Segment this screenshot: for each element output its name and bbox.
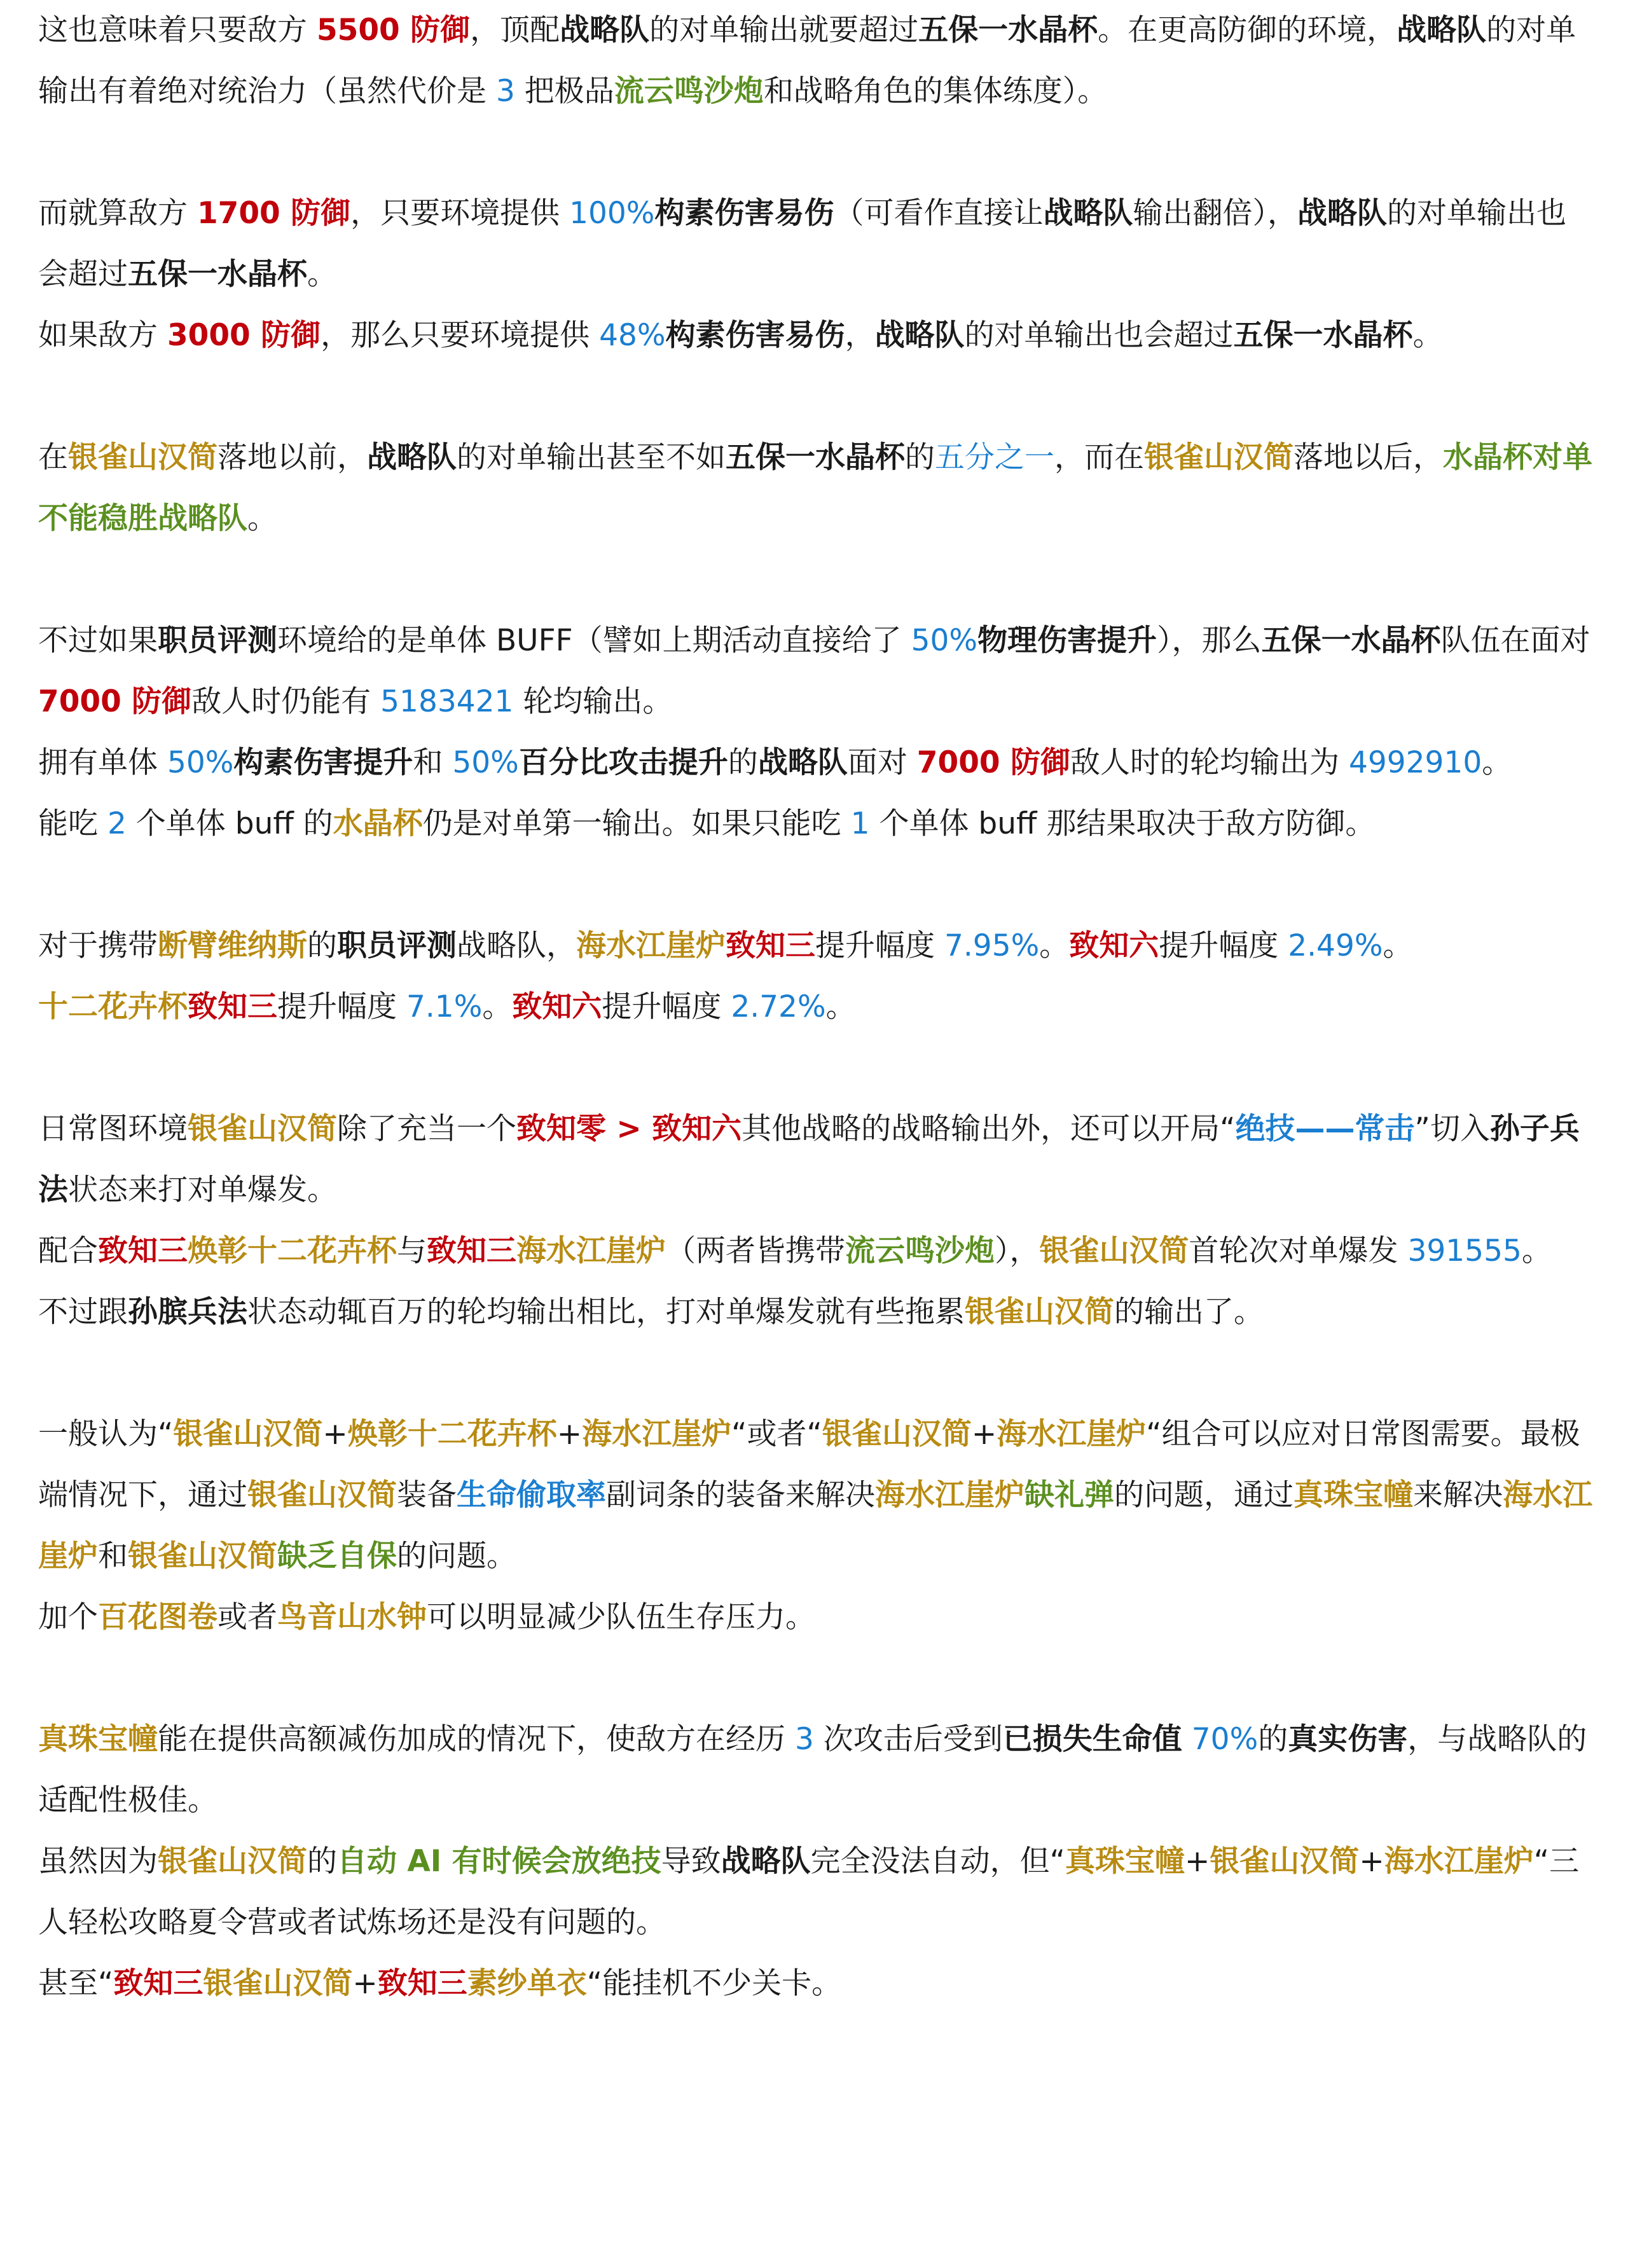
text-run: 的对单输出也会超过	[964, 318, 1234, 353]
bold-term: 职员评测	[158, 623, 277, 658]
green-term: 缺乏自保	[277, 1539, 397, 1574]
number-value: 100%	[569, 196, 655, 231]
text-run: 和	[98, 1539, 128, 1574]
text-run: +	[971, 1417, 997, 1452]
text-run: 。	[825, 989, 856, 1024]
text-run: 首轮次对单爆发	[1189, 1234, 1408, 1268]
paragraph-spacer	[38, 1343, 1595, 1404]
text-run: 提升幅度	[277, 989, 406, 1024]
text-run: 仍是对单第一输出。如果只能吃	[422, 806, 851, 841]
text-run: 可以明显减少队伍生存压力。	[427, 1600, 815, 1635]
number-value: 2	[107, 806, 127, 841]
text-run: +	[322, 1417, 348, 1452]
text-run: 和	[413, 745, 453, 780]
text-run: +	[352, 1966, 378, 2001]
bold-term: 孙子兵法	[38, 1111, 1580, 1207]
text-run: “能挂机不少关卡。	[586, 1966, 842, 2001]
number-value: 70%	[1191, 1722, 1259, 1757]
number-value: 50%	[167, 745, 234, 780]
number-value: 3	[495, 74, 515, 109]
text-run: 在	[38, 440, 68, 475]
text-run: 。	[482, 989, 513, 1024]
paragraph-defense-3000	[38, 305, 1595, 366]
text-run: 个单体 buff 的	[126, 806, 333, 841]
gold-term: 银雀山汉简	[965, 1295, 1114, 1330]
bold-term: 五保一水晶杯	[726, 440, 905, 475]
text-run: 加个	[38, 1600, 98, 1635]
text-run: 的	[1258, 1722, 1288, 1757]
text-run: （可看作直接让	[834, 196, 1044, 231]
number-value: 五分之一	[935, 440, 1054, 475]
gold-term: 银雀山汉简	[173, 1417, 323, 1452]
text-run: 的对单输出有着绝对统治力（虽然代价是	[38, 13, 1576, 109]
blue-term: 绝技——常击	[1235, 1111, 1415, 1146]
gold-term: 银雀山汉简	[822, 1417, 972, 1452]
number-value: 7.95%	[944, 928, 1040, 963]
gold-term: 海水江崖炉	[576, 928, 726, 963]
text-run: +	[1359, 1844, 1384, 1879]
bold-term: 战略队	[1297, 196, 1387, 231]
text-run	[1182, 1722, 1192, 1757]
red-term: 5500 防御	[316, 13, 471, 48]
text-run: 一般认为“	[38, 1417, 174, 1452]
text-run: 环境给的是单体 BUFF（譬如上期活动直接给了	[277, 623, 911, 658]
gold-term: 鸟音山水钟	[277, 1600, 427, 1635]
text-run: 虽然因为	[38, 1844, 158, 1879]
gold-term: 百花图卷	[98, 1600, 217, 1635]
gold-term: 银雀山汉简	[128, 1539, 277, 1574]
text-run: 面对	[847, 745, 917, 780]
green-term: 自动 AI 有时候会放绝技	[337, 1844, 661, 1879]
bold-term: 五保一水晶杯	[1233, 318, 1413, 353]
red-term: 7000 防御	[916, 745, 1070, 780]
paragraph-yinqueshan	[38, 427, 1595, 549]
paragraph-burst	[38, 1221, 1595, 1282]
number-value: 7.1%	[406, 989, 483, 1024]
red-term: 致知零 > 致知六	[516, 1111, 742, 1146]
paragraph-daily-map	[38, 1099, 1595, 1221]
text-run: 导致	[661, 1844, 721, 1879]
text-run: 的对单输出甚至不如	[457, 440, 726, 475]
text-run: ，只要环境提供	[350, 196, 570, 231]
gold-term: 水晶杯	[333, 806, 423, 841]
red-term: 致知三	[726, 928, 815, 963]
bold-term: 百分比攻击提升	[518, 745, 728, 780]
text-run: 能吃	[38, 806, 107, 841]
paragraph-strategy-output	[38, 732, 1595, 794]
text-run: 的问题。	[397, 1539, 516, 1574]
bold-term: 真实伤害	[1288, 1722, 1408, 1757]
text-run: 把极品	[514, 74, 614, 109]
text-run: 。	[247, 501, 277, 536]
number-value: 2.49%	[1288, 928, 1383, 963]
text-run: 。	[1383, 928, 1413, 963]
text-run: 落地以前，	[217, 440, 367, 475]
text-run: 个单体 buff 那结果取决于敌方防御。	[869, 806, 1376, 841]
text-run: 的对单输出就要超过	[649, 13, 919, 48]
paragraph-flower-cup-boost	[38, 977, 1595, 1038]
gold-term: 真珠宝幢	[38, 1722, 158, 1757]
text-run: 队伍在面对	[1440, 623, 1590, 658]
text-run: 日常图环境	[38, 1111, 188, 1146]
text-run: 。在更高防御的环境，	[1098, 13, 1397, 48]
bold-term: 五保一水晶杯	[128, 257, 307, 292]
paragraph-auto-ai	[38, 1831, 1595, 1953]
number-value: 5183421	[380, 684, 514, 719]
red-term: 7000 防御	[38, 684, 192, 719]
paragraph-spacer	[38, 1038, 1595, 1099]
paragraph-intro	[38, 0, 1595, 122]
gold-term: 海水江崖炉	[875, 1478, 1024, 1513]
green-term: 缺礼弹	[1024, 1478, 1114, 1513]
bold-term: 五保一水晶杯	[1261, 623, 1441, 658]
gold-term: 海水江崖炉	[38, 1478, 1592, 1574]
bold-term: 战略队	[721, 1844, 811, 1879]
bold-term: 战略队	[560, 13, 650, 48]
bold-term: 构素伤害提升	[233, 745, 413, 780]
gold-term: 断臂维纳斯	[158, 928, 307, 963]
text-run: “组合可以应对日常图需要。最极端情况下，通过	[38, 1417, 1580, 1513]
number-value: 48%	[599, 318, 666, 353]
number-value: 3	[794, 1722, 814, 1757]
bold-term: 战略队	[757, 745, 848, 780]
red-term: 1700 防御	[197, 196, 351, 231]
number-value: 4992910	[1348, 745, 1482, 780]
text-run: 配合	[38, 1234, 98, 1268]
text-run: 。	[1482, 745, 1512, 780]
gold-term: 海水江崖炉	[997, 1417, 1147, 1452]
red-term: 致知三	[427, 1234, 516, 1268]
red-term: 致知三	[113, 1966, 204, 2001]
text-run: ，而在	[1054, 440, 1144, 475]
gold-term: 焕彰十二花卉杯	[188, 1234, 397, 1268]
text-run: 的对单输出也会超过	[38, 196, 1566, 292]
text-run: “或者“	[731, 1417, 822, 1452]
paragraph-defense-1700	[38, 183, 1595, 305]
text-run: 和战略角色的集体练度）。	[763, 74, 1108, 109]
text-run: 来解决	[1413, 1478, 1503, 1513]
text-run: 落地以后，	[1293, 440, 1443, 475]
text-run: 副词条的装备来解决	[606, 1478, 875, 1513]
number-value: 1	[850, 806, 870, 841]
text-run: 对于携带	[38, 928, 158, 963]
text-run: ，	[845, 318, 875, 353]
gold-term: 素纱单衣	[467, 1966, 587, 2001]
gold-term: 银雀山汉简	[188, 1111, 337, 1146]
text-run: （两者皆携带	[666, 1234, 845, 1268]
text-run: 。	[1039, 928, 1070, 963]
bold-term: 战略队	[367, 440, 457, 475]
number-value: 50%	[911, 623, 978, 658]
text-run: 。	[307, 257, 337, 292]
text-run: ），那么	[1157, 623, 1262, 658]
paragraph-sun-bin	[38, 1282, 1595, 1343]
text-run: ”切入	[1414, 1111, 1490, 1146]
blue-term: 生命偷取率	[457, 1478, 606, 1513]
red-term: 致知六	[512, 989, 602, 1024]
paragraph-survival	[38, 1587, 1595, 1648]
gold-term: 银雀山汉简	[203, 1966, 353, 2001]
text-run: 提升幅度	[602, 989, 731, 1024]
bold-term: 构素伤害易伤	[665, 318, 845, 353]
paragraph-team-comp	[38, 1404, 1595, 1587]
paragraph-idle	[38, 1953, 1595, 2014]
number-value: 391555	[1407, 1234, 1522, 1268]
text-run: 的	[307, 928, 337, 963]
text-run: 敌人时的轮均输出为	[1070, 745, 1349, 780]
text-run: 或者	[217, 1600, 277, 1635]
red-term: 致知三	[188, 989, 277, 1024]
number-value: 50%	[452, 745, 519, 780]
gold-term: 真珠宝幢	[1293, 1478, 1413, 1513]
text-run: 敌人时仍能有	[191, 684, 381, 719]
gold-term: 真珠宝幢	[1065, 1844, 1185, 1879]
gold-term: 银雀山汉简	[1210, 1844, 1360, 1879]
text-run: 能在提供高额减伤加成的情况下，使敌方在经历	[158, 1722, 795, 1757]
text-run: +	[1184, 1844, 1210, 1879]
bold-term: 战略队	[874, 318, 965, 353]
green-term: 流云鸣沙炮	[614, 74, 764, 109]
text-run: ），	[995, 1234, 1040, 1268]
text-run: “三人轻松攻略夏令营或者试炼场还是没有问题的。	[38, 1844, 1580, 1940]
bold-term: 构素伤害易伤	[654, 196, 834, 231]
text-run: 这也意味着只要敌方	[38, 13, 317, 48]
bold-term: 已损失生命值	[1002, 1722, 1182, 1757]
text-run: 其他战略的战略输出外，还可以开局“	[742, 1111, 1236, 1146]
text-run: 的输出了。	[1114, 1295, 1264, 1330]
text-run: 战略队，	[457, 928, 576, 963]
text-run: 轮均输出。	[513, 684, 673, 719]
paragraph-single-buff	[38, 610, 1595, 732]
text-run: 的	[728, 745, 758, 780]
text-run: 。	[1412, 318, 1443, 353]
text-run: 次攻击后受到	[813, 1722, 1003, 1757]
text-run: +	[556, 1417, 583, 1452]
paragraph-crystal-cup	[38, 794, 1595, 855]
text-run: 的	[307, 1844, 337, 1879]
paragraph-spacer	[38, 1648, 1595, 1709]
text-run: 状态来打对单爆发。	[68, 1172, 337, 1207]
text-run: 的问题，通过	[1114, 1478, 1293, 1513]
text-run: ，顶配	[470, 13, 560, 48]
bold-term: 战略队	[1397, 13, 1487, 48]
gold-term: 焕彰十二花卉杯	[347, 1417, 557, 1452]
text-run: 提升幅度	[1159, 928, 1288, 963]
gold-term: 银雀山汉简	[68, 440, 217, 475]
text-run: 除了充当一个	[337, 1111, 516, 1146]
bold-term: 职员评测	[337, 928, 457, 963]
text-run: 甚至“	[38, 1966, 114, 2001]
paragraph-venus-boost	[38, 916, 1595, 977]
paragraph-spacer	[38, 855, 1595, 916]
text-run: 。	[1521, 1234, 1552, 1268]
gold-term: 十二花卉杯	[38, 989, 188, 1024]
green-term: 流云鸣沙炮	[845, 1234, 995, 1268]
text-run: 不过如果	[38, 623, 158, 658]
text-run: 拥有单体	[38, 745, 167, 780]
gold-term: 银雀山汉简	[247, 1478, 397, 1513]
red-term: 3000 防御	[167, 318, 321, 353]
green-term: 水晶杯对单不能稳胜战略队	[38, 440, 1592, 536]
text-run: 的	[905, 440, 935, 475]
number-value: 2.72%	[731, 989, 826, 1024]
text-run: 如果敌方	[38, 318, 167, 353]
paragraph-spacer	[38, 549, 1595, 610]
gold-term: 银雀山汉简	[158, 1844, 307, 1879]
paragraph-spacer	[38, 122, 1595, 183]
text-run: 完全没法自动，但“	[810, 1844, 1065, 1879]
gold-term: 银雀山汉简	[1039, 1234, 1189, 1268]
bold-term: 物理伤害提升	[977, 623, 1157, 658]
gold-term: 海水江崖炉	[582, 1417, 732, 1452]
paragraph-spacer	[38, 366, 1595, 427]
text-run: ，与战略队的适配性极佳。	[38, 1722, 1587, 1818]
bold-term: 孙膑兵法	[128, 1295, 247, 1330]
red-term: 致知三	[98, 1234, 188, 1268]
gold-term: 海水江崖炉	[1384, 1844, 1534, 1879]
text-run: 输出翻倍），	[1133, 196, 1297, 231]
gold-term: 海水江崖炉	[516, 1234, 666, 1268]
text-run: 装备	[397, 1478, 457, 1513]
bold-term: 五保一水晶杯	[918, 13, 1098, 48]
gold-term: 银雀山汉简	[1144, 440, 1293, 475]
text-run: 不过跟	[38, 1295, 128, 1330]
bold-term: 战略队	[1043, 196, 1133, 231]
text-run: 提升幅度	[815, 928, 944, 963]
red-term: 致知六	[1069, 928, 1159, 963]
text-run: 而就算敌方	[38, 196, 197, 231]
paragraph-pearl-banner	[38, 1709, 1595, 1831]
text-run: 与	[397, 1234, 427, 1268]
red-term: 致知三	[377, 1966, 467, 2001]
text-run: ，那么只要环境提供	[321, 318, 600, 353]
text-run: 状态动辄百万的轮均输出相比，打对单爆发就有些拖累	[247, 1295, 965, 1330]
